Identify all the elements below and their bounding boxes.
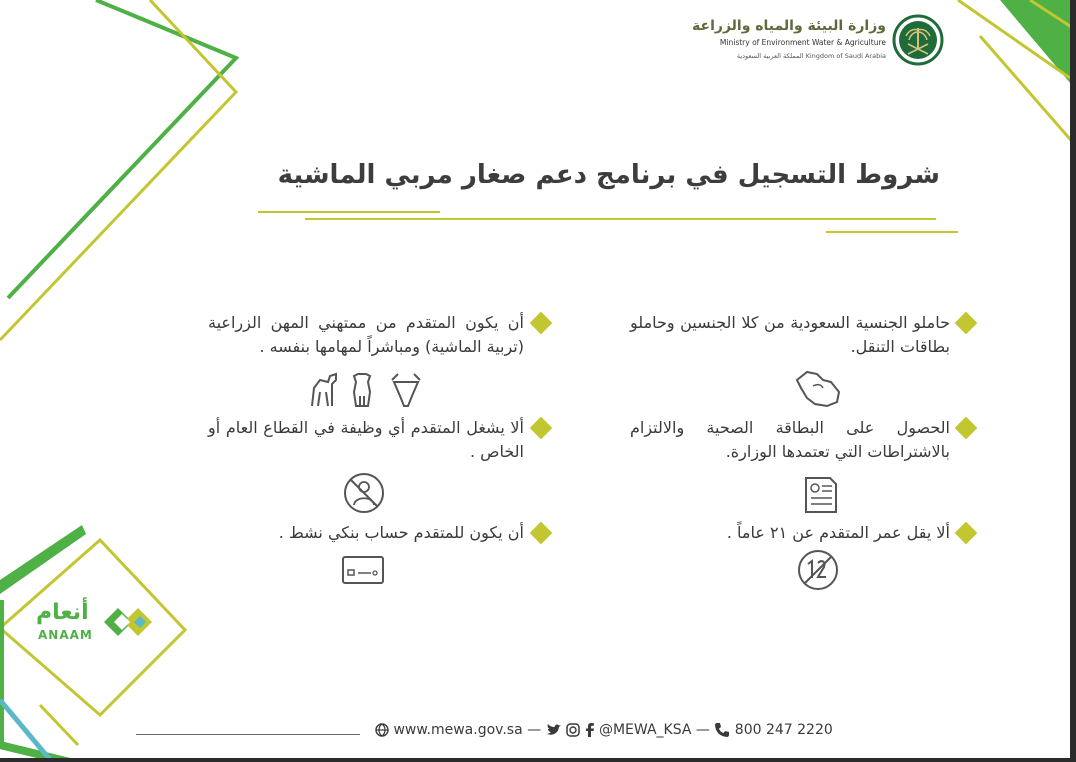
ministry-logo [692,14,944,70]
livestock-icon [308,370,430,410]
condition-health-card: الحصول على البطاقة الصحية والالتزام بالاشتراطات التي تعتمدها الوزارة. [630,418,950,461]
facebook-icon[interactable] [585,723,595,737]
ministry-name-en: Ministry of Environment Water & Agriculture [719,38,886,47]
footer-handle[interactable]: @MEWA_KSA [598,722,692,738]
age-21-icon [796,548,840,592]
palm-emblem-icon [892,14,944,66]
no-employee-icon [343,472,385,514]
condition-nationality: حاملو الجنسية السعودية من كلا الجنسين وحاملو بطاقات التنقل. [630,313,950,356]
bottom-frame-bar [0,758,1076,762]
twitter-icon[interactable] [546,723,562,737]
footer-dash: — [527,722,542,738]
globe-icon [375,723,389,737]
condition-age: ألا يقل عمر المتقدم عن ٢١ عاماً . [726,523,950,542]
condition-livestock-profession: أن يكون المتقدم من ممتهني المهن الزراعية (تربية الماشية) ومباشراً لمهامها بنفسه . [208,313,524,356]
page-title: شروط التسجيل في برنامج دعم صغار مربي الماشية [277,160,940,190]
condition-bank-account: أن يكون للمتقدم حساب بنكي نشط . [278,523,524,542]
ministry-name-ar: وزارة البيئة والمياه والزراعة [692,18,886,34]
footer [375,722,833,744]
saudi-map-icon [793,368,843,410]
right-frame-bar [1070,0,1076,762]
anaam-logo [36,600,166,650]
anaam-name-ar: أنعام [36,600,89,625]
anaam-emblem-icon [100,600,156,644]
document-icon [802,474,840,516]
footer-line-left [136,734,360,735]
footer-dash: — [695,722,710,738]
instagram-icon[interactable] [566,723,580,737]
phone-icon [714,722,730,738]
anaam-name-en: ANAAM [38,628,93,642]
condition-no-employment: ألا يشغل المتقدم أي وظيفة في القطاع العام أو الخاص . [208,418,524,461]
bank-card-icon [341,555,385,585]
footer-website[interactable]: www.mewa.gov.sa [393,722,523,738]
kingdom-name: Kingdom of Saudi Arabia المملكة العربية السعودية [736,52,886,60]
footer-phone[interactable]: 800 247 2220 [734,722,833,738]
